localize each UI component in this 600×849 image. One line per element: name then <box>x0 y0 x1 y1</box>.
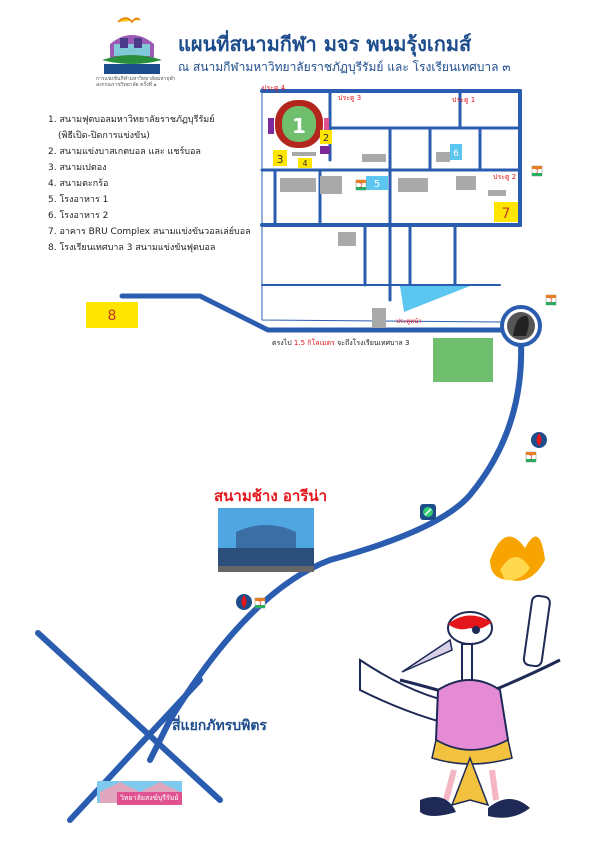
svg-text:7: 7 <box>258 601 262 608</box>
page-subtitle: ณ สนามกีฬามหาวิทยาลัยราชภัฏบุรีรัมย์ และ โรงเรียนเทศบาล ๓ <box>178 60 511 74</box>
campus-buildings <box>280 152 506 328</box>
gas-station-icon <box>531 432 547 448</box>
legend-item-6: 6. โรงอาหาร 2 <box>48 211 109 221</box>
arena-label: สนามช้าง อารีน่า <box>214 487 328 505</box>
pond <box>400 286 470 312</box>
gate-4-label: ประตู 4 <box>262 84 286 92</box>
svg-text:7: 7 <box>529 455 533 462</box>
marker-5: 5 <box>373 179 381 190</box>
gas-station-icon <box>420 504 436 520</box>
distance-prefix: ตรงไป <box>272 339 294 347</box>
svg-text:7: 7 <box>535 169 539 176</box>
marker-6: 6 <box>453 149 459 159</box>
gate-3-label: ประตู 3 <box>338 94 362 102</box>
convenience-store-icon <box>546 295 556 305</box>
gas-station-icon <box>236 594 252 610</box>
marker-8: 8 <box>107 308 117 324</box>
arena-photo <box>218 508 314 572</box>
roundabout <box>502 307 540 345</box>
intersection-label: สี่แยกภัทรบพิตร <box>172 718 267 734</box>
legend-item-1: 1. สนามฟุตบอลมหาวิทยาลัยราชภัฏบุรีรัมย์ <box>48 115 215 125</box>
marker-7: 7 <box>501 206 511 222</box>
logo-caption: การแข่งขันกีฬามหาวิทยาลัยมหาจุฬาลงกรณราชวิทยาลัย ครั้งที่ ๑ <box>96 76 176 88</box>
distance-suffix: จะถึงโรงเรียนเทศบาล 3 <box>334 339 410 347</box>
distance-note <box>272 338 409 349</box>
gate-2-label: ประตู 2 <box>493 173 517 181</box>
legend-item-4: 4. สนามตะกร้อ <box>48 179 109 189</box>
marker-4: 4 <box>302 159 308 168</box>
legend-item-1-note: (พิธีเปิด-ปิดการแข่งขัน) <box>58 131 150 141</box>
convenience-store-icon <box>526 452 536 462</box>
legend-item-5: 5. โรงอาหาร 1 <box>48 195 109 205</box>
main-road-west <box>122 296 502 330</box>
marker-3: 3 <box>276 153 284 166</box>
page-title: แผนที่สนามกีฬา มจร พนมรุ้งเกมส์ <box>178 32 472 56</box>
convenience-store-icon <box>255 598 265 608</box>
convenience-store-icon <box>532 166 542 176</box>
distance-value: 1.5 กิโลเมตร <box>293 339 335 347</box>
legend-item-2: 2. สนามแข่งบาสเกตบอล และ แชร์บอล <box>48 147 201 157</box>
legend-item-3: 3. สนามเปตอง <box>48 163 107 173</box>
svg-text:7: 7 <box>549 298 553 305</box>
green-field <box>433 338 493 382</box>
building-4 <box>292 152 316 156</box>
svg-text:7: 7 <box>359 183 363 190</box>
legend-item-7: 7. อาคาร BRU Complex สนามแข่งขันวอลเล่ย์บอล <box>48 227 251 237</box>
gate-front-label: ประตูหน้า <box>396 318 422 325</box>
gate-1-label: ประตู 1 <box>452 96 476 104</box>
marker-2: 2 <box>322 133 330 144</box>
crane-mascot <box>360 536 560 817</box>
court-2 <box>320 146 330 154</box>
marker-1: 1 <box>292 114 306 138</box>
legend-item-8: 8. โรงเรียนเทศบาล 3 สนามแข่งขันฟุตบอล <box>48 243 216 253</box>
college-label: วิทยาลัยสงฆ์บุรีรัมย์ <box>117 792 182 805</box>
convenience-store-icon <box>356 180 366 190</box>
